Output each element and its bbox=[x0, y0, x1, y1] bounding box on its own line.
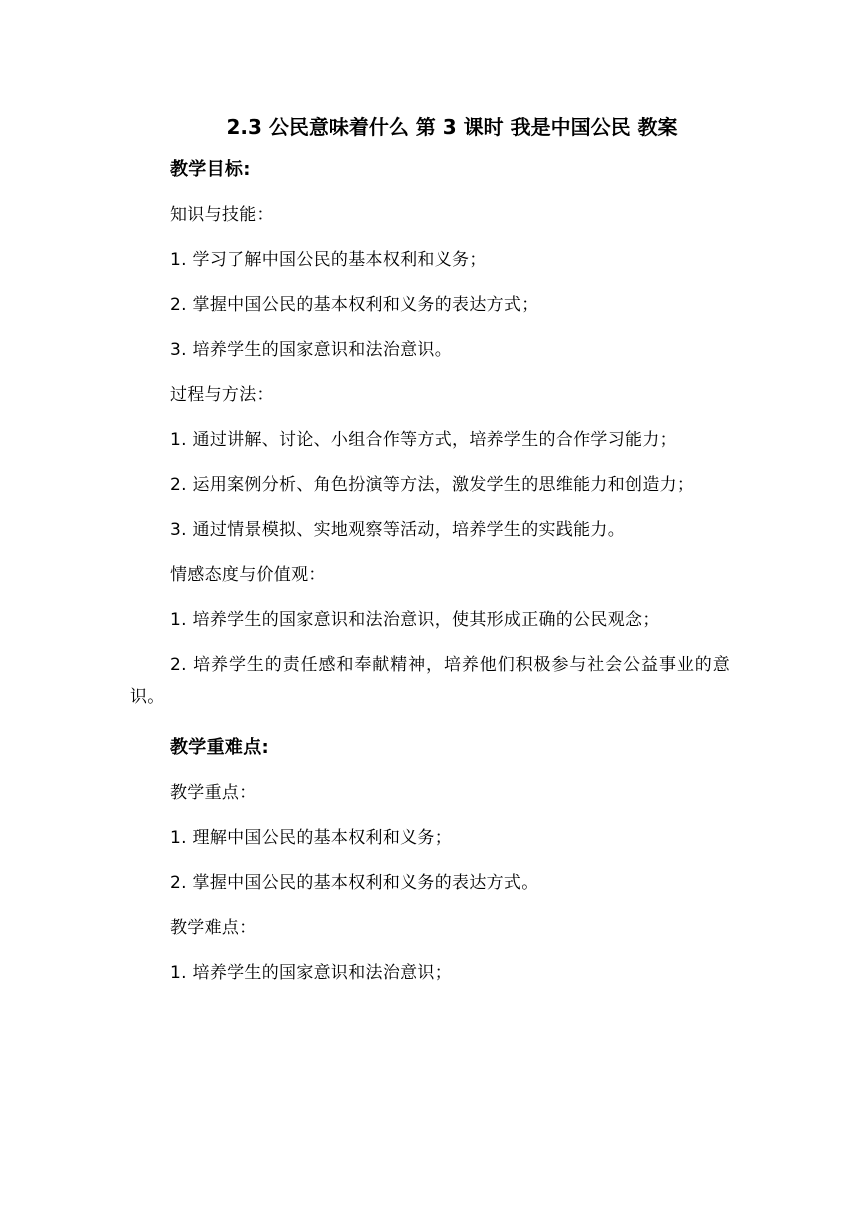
section-heading: 教学重难点: bbox=[170, 737, 269, 758]
body-paragraph: 2. 掌握中国公民的基本权利和义务的表达方式。 bbox=[170, 873, 539, 893]
section-heading: 教学目标: bbox=[170, 159, 251, 180]
body-paragraph: 1. 通过讲解、讨论、小组合作等方式，培养学生的合作学习能力； bbox=[170, 430, 677, 450]
document-body bbox=[130, 154, 730, 1002]
body-paragraph: 2. 掌握中国公民的基本权利和义务的表达方式； bbox=[170, 295, 539, 315]
body-paragraph: 知识与技能： bbox=[170, 205, 274, 225]
body-paragraph: 1. 学习了解中国公民的基本权利和义务； bbox=[170, 250, 487, 270]
body-paragraph: 情感态度与价值观： bbox=[170, 565, 326, 585]
body-paragraph: 教学重点： bbox=[170, 783, 257, 803]
body-paragraph: 教学难点： bbox=[170, 918, 257, 938]
document-title: 2.3 公民意味着什么 第 3 课时 我是中国公民 教案 bbox=[226, 115, 678, 139]
body-paragraph: 3. 通过情景模拟、实地观察等活动，培养学生的实践能力。 bbox=[170, 520, 626, 540]
body-paragraph: 1. 培养学生的国家意识和法治意识； bbox=[170, 963, 453, 983]
body-paragraph: 2. 运用案例分析、角色扮演等方法，激发学生的思维能力和创造力； bbox=[170, 475, 695, 495]
body-paragraph: 过程与方法： bbox=[170, 385, 274, 405]
body-paragraph: 1. 培养学生的国家意识和法治意识，使其形成正确的公民观念； bbox=[170, 610, 660, 630]
body-paragraph: 3. 培养学生的国家意识和法治意识。 bbox=[170, 340, 453, 360]
body-paragraph: 2. 培养学生的责任感和奉献精神，培养他们积极参与社会公益事业的意识。 bbox=[130, 655, 730, 707]
body-paragraph: 1. 理解中国公民的基本权利和义务； bbox=[170, 828, 453, 848]
